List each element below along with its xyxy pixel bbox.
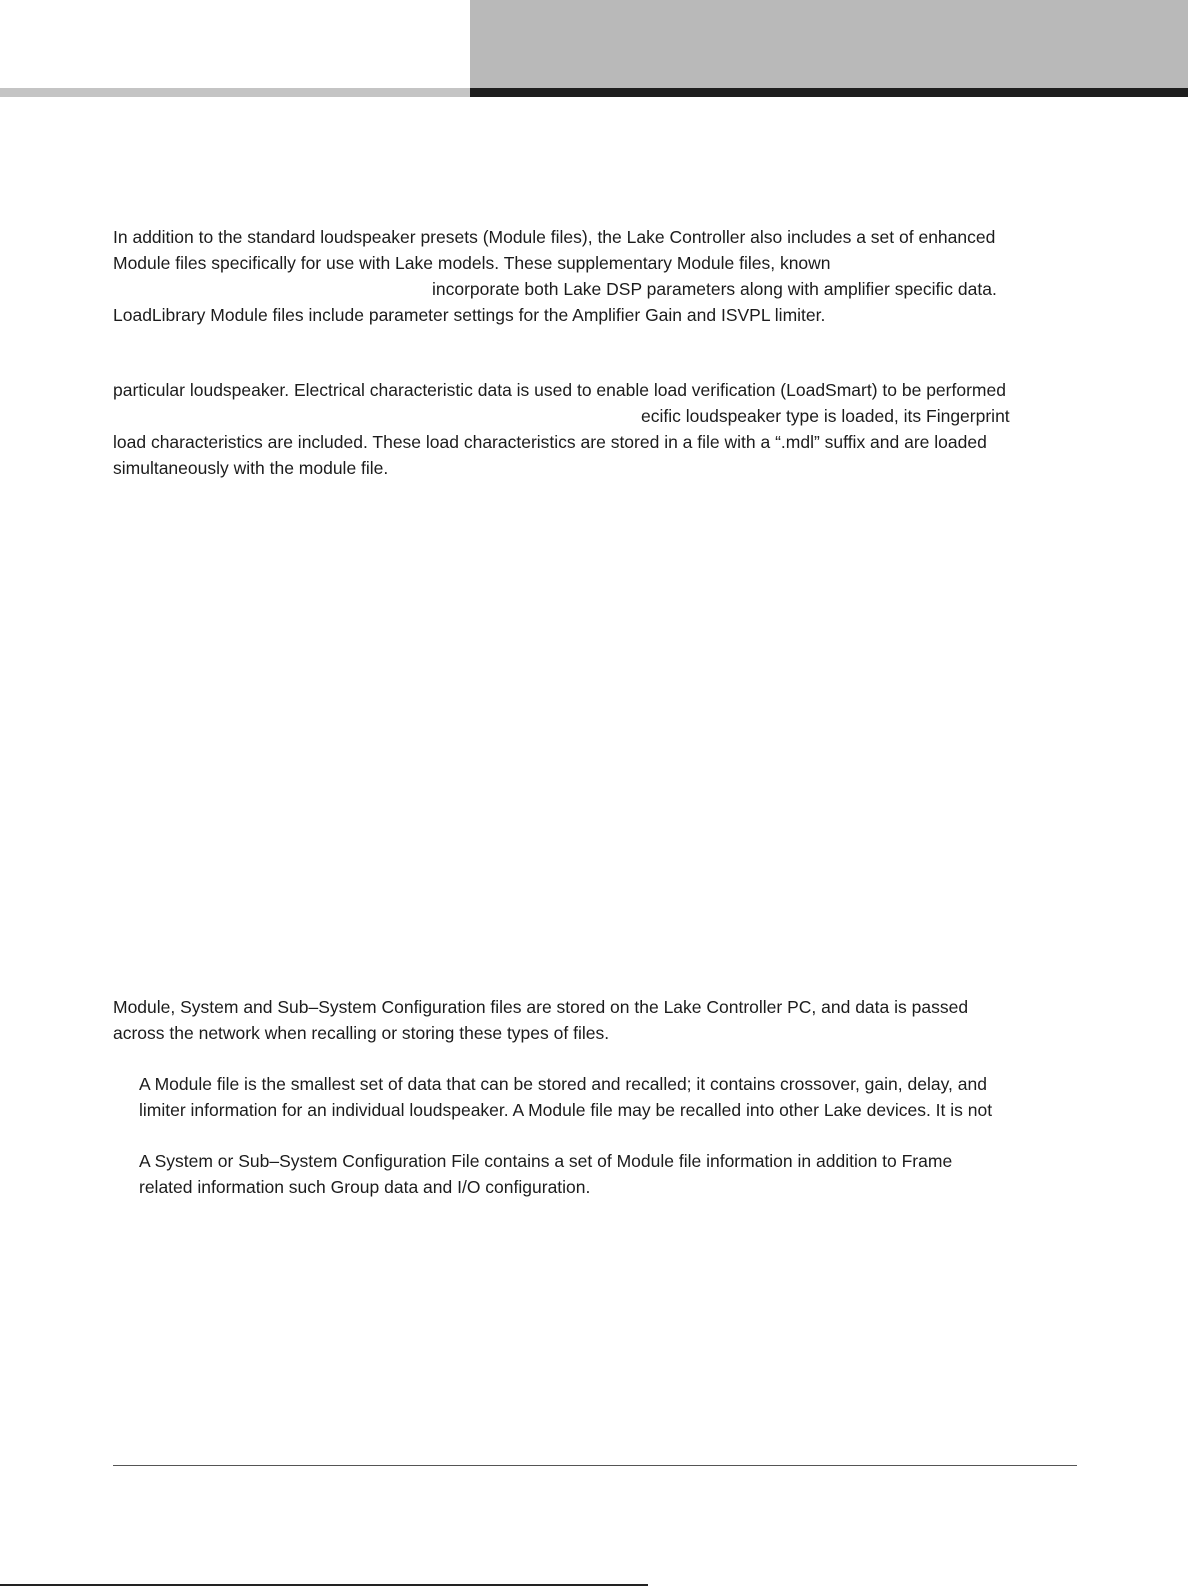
header-rule-light [0,88,470,97]
header-gray-block [470,0,1188,88]
loadlibrary-paragraph-line-1: In addition to the standard loudspeaker presets (Module files), the Lake Controller also includes a set of enhanced [113,227,996,247]
fingerprint-paragraph-line-2: ecific loudspeaker type is loaded, its Fingerprint [641,406,1010,426]
module-file-item-line-2: limiter information for an individual loudspeaker. A Module file may be recalled into other Lake devices. It is not [139,1100,993,1120]
fingerprint-paragraph-line-4: simultaneously with the module file. [113,458,389,478]
loadlibrary-paragraph-line-2: Module files specifically for use with Lake models. These supplementary Module files, known [113,253,831,273]
bottom-edge-rule [0,1584,648,1586]
file-storage-intro-line-1: Module, System and Sub–System Configuration files are stored on the Lake Controller PC, and data is passed [113,997,969,1017]
file-storage-intro-line-2: across the network when recalling or storing these types of files. [113,1023,610,1043]
fingerprint-paragraph-line-1: particular loudspeaker. Electrical characteristic data is used to enable load verification (LoadSmart) to be performed [113,380,1006,400]
loadlibrary-paragraph-line-4: LoadLibrary Module files include parameter settings for the Amplifier Gain and ISVPL limiter. [113,305,826,325]
fingerprint-paragraph-line-3: load characteristics are included. These load characteristics are stored in a file with a “.mdl” suffix and are loaded [113,432,987,452]
system-file-item-line-1: A System or Sub–System Configuration File contains a set of Module file information in addition to Frame [139,1151,953,1171]
loadlibrary-paragraph-line-3: incorporate both Lake DSP parameters along with amplifier specific data. [432,279,997,299]
header-rule-dark [470,88,1188,97]
system-file-item-line-2: related information such Group data and I/O configuration. [139,1177,591,1197]
footer-rule [113,1465,1077,1466]
module-file-item-line-1: A Module file is the smallest set of data that can be stored and recalled; it contains crossover, gain, delay, and [139,1074,987,1094]
